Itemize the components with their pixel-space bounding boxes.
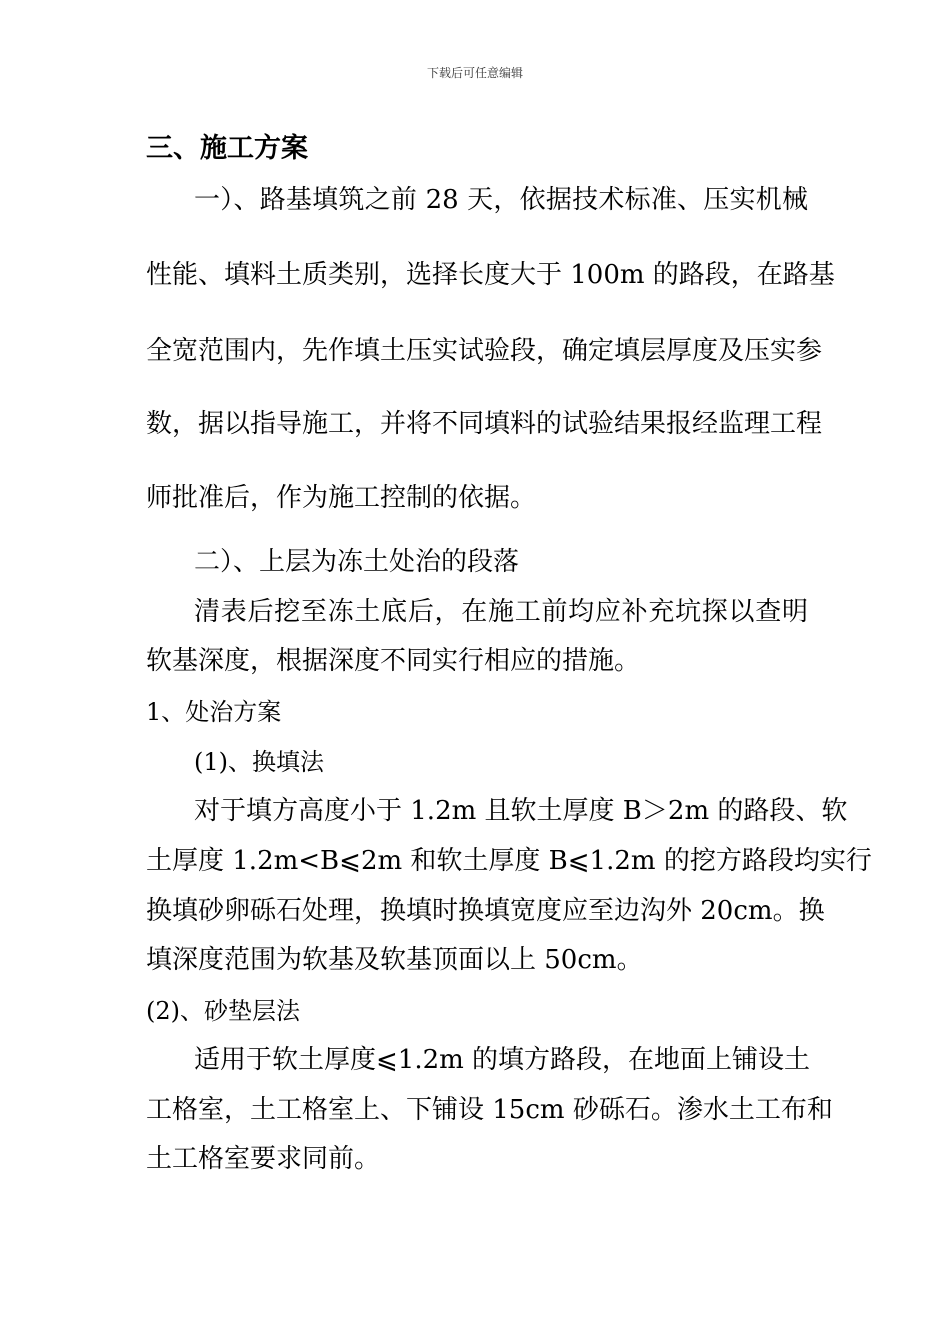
method1-line4: 填深度范围为软基及软基顶面以上 50cm。: [146, 945, 643, 975]
method1-line1: 对于填方高度小于 1.2m 且软土厚度 B＞2m 的路段、软: [194, 796, 848, 826]
method2-line3: 土工格室要求同前。: [146, 1144, 381, 1174]
method1-heading: (1)、换填法: [194, 748, 324, 776]
page-header-note: 下载后可任意编辑: [426, 66, 523, 80]
subsection-heading-frozen-soil: 二）、上层为冻土处治的段落: [194, 547, 520, 577]
method2-line2: 工格室，土工格室上、下铺设 15cm 砂砾石。渗水土工布和: [146, 1095, 833, 1125]
para1-line1: 一）、路基填筑之前 28 天，依据技术标准、压实机械: [194, 185, 808, 215]
section-title: 三、施工方案: [146, 133, 308, 164]
para3-line2: 软基深度，根据深度不同实行相应的措施。: [146, 646, 641, 676]
method1-line3: 换填砂卵砾石处理，换填时换填宽度应至边沟外 20cm。换: [146, 896, 825, 926]
para1-line4: 数，据以指导施工，并将不同填料的试验结果报经监理工程: [146, 409, 823, 439]
para1-line2: 性能、填料土质类别，选择长度大于 100m 的路段，在路基: [146, 260, 835, 290]
para1-line3: 全宽范围内，先作填土压实试验段，确定填层厚度及压实参: [146, 336, 823, 366]
method1-line2: 土厚度 1.2m<B⩽2m 和软土厚度 B⩽1.2m 的挖方路段均实行: [146, 846, 872, 876]
method2-line1: 适用于软土厚度⩽1.2m 的填方路段，在地面上铺设土: [194, 1045, 811, 1075]
method2-heading: (2)、砂垫层法: [146, 997, 300, 1025]
para1-line5: 师批准后，作为施工控制的依据。: [146, 483, 537, 513]
item-heading-treatment-plan: 1、处治方案: [146, 698, 282, 726]
para3-line1: 清表后挖至冻土底后，在施工前均应补充坑探以查明: [194, 597, 808, 627]
